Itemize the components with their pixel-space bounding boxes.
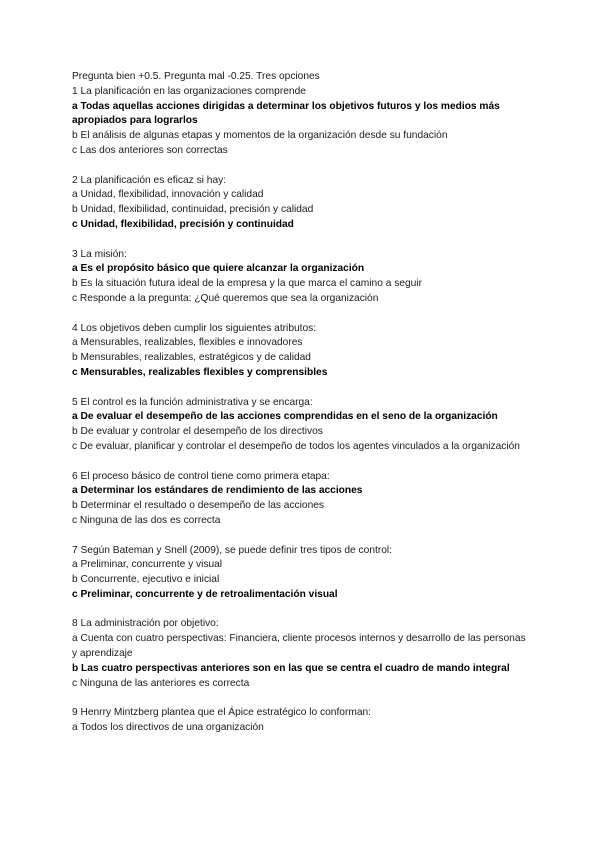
option: a Unidad, flexibilidad, innovación y calidad [72, 189, 264, 201]
question-stem: 7 Según Bateman y Snell (2009), se puede definir tres tipos de control: [72, 544, 392, 556]
question-stem: 2 La planificación es eficaz si hay: [72, 174, 227, 186]
question-stem: 1 La planificación en las organizaciones comprende [72, 85, 306, 97]
question-block [72, 617, 532, 691]
question-stem: 3 La misión: [72, 248, 127, 260]
option-correct: a Es el propósito básico que quiere alcanzar la organización [72, 263, 365, 275]
question-block [72, 85, 532, 159]
option-correct: b Las cuatro perspectivas anteriores son en las que se centra el cuadro de mando integral [72, 662, 510, 674]
question-block [72, 544, 532, 603]
question-block [72, 396, 532, 455]
question-block [72, 174, 532, 233]
question-block [72, 322, 532, 381]
option-correct: c Preliminar, concurrente y de retroalimentación visual [72, 588, 338, 600]
option: a Cuenta con cuatro perspectivas: Financiera, cliente procesos internos y desarrollo de las personas y aprendizaje [72, 633, 526, 660]
option: b Concurrente, ejecutivo e inicial [72, 574, 220, 586]
option: b Mensurables, realizables, estratégicos y de calidad [72, 352, 311, 364]
option: c Ninguna de las dos es correcta [72, 514, 221, 526]
option-correct: a Determinar los estándares de rendimiento de las acciones [72, 485, 363, 497]
option: c De evaluar, planificar y controlar el desempeño de todos los agentes vinculados a la organización [72, 440, 520, 452]
question-block [72, 706, 532, 736]
option-correct: a De evaluar el desempeño de las acciones comprendidas en el seno de la organización [72, 411, 498, 423]
exam-instructions: Pregunta bien +0.5. Pregunta mal -0.25. Tres opciones [72, 71, 320, 82]
option: b Es la situación futura ideal de la empresa y la que marca el camino a seguir [72, 278, 422, 290]
document-body [72, 70, 532, 736]
question-list [72, 85, 532, 736]
question-stem: 4 Los objetivos deben cumplir los siguientes atributos: [72, 322, 317, 334]
option-correct: c Unidad, flexibilidad, precisión y continuidad [72, 218, 294, 230]
option: a Todos los directivos de una organización [72, 722, 264, 734]
question-stem: 8 La administración por objetivo: [72, 618, 219, 630]
option: c Responde a la pregunta: ¿Qué queremos que sea la organización [72, 292, 379, 304]
option: a Mensurables, realizables, flexibles e innovadores [72, 337, 303, 349]
option: c Las dos anteriores son correctas [72, 144, 228, 156]
question-block [72, 470, 532, 529]
question-stem: 9 Henrry Mintzberg plantea que el Ápice estratégico lo conforman: [72, 707, 371, 719]
option: a Preliminar, concurrente y visual [72, 559, 223, 571]
option: b Unidad, flexibilidad, continuidad, precisión y calidad [72, 204, 314, 216]
option-correct: a Todas aquellas acciones dirigidas a determinar los objetivos futuros y los medios más apropiados para lograrlos [72, 100, 500, 127]
question-stem: 5 El control es la función administrativa y se encarga: [72, 396, 313, 408]
option: c Ninguna de las anteriores es correcta [72, 677, 250, 689]
question-stem: 6 El proceso básico de control tiene como primera etapa: [72, 470, 330, 482]
option: b De evaluar y controlar el desempeño de los directivos [72, 426, 323, 438]
option: b El análisis de algunas etapas y momentos de la organización desde su fundación [72, 130, 448, 142]
option-correct: c Mensurables, realizables flexibles y comprensibles [72, 366, 328, 378]
option: b Determinar el resultado o desempeño de las acciones [72, 500, 325, 512]
question-block [72, 248, 532, 307]
